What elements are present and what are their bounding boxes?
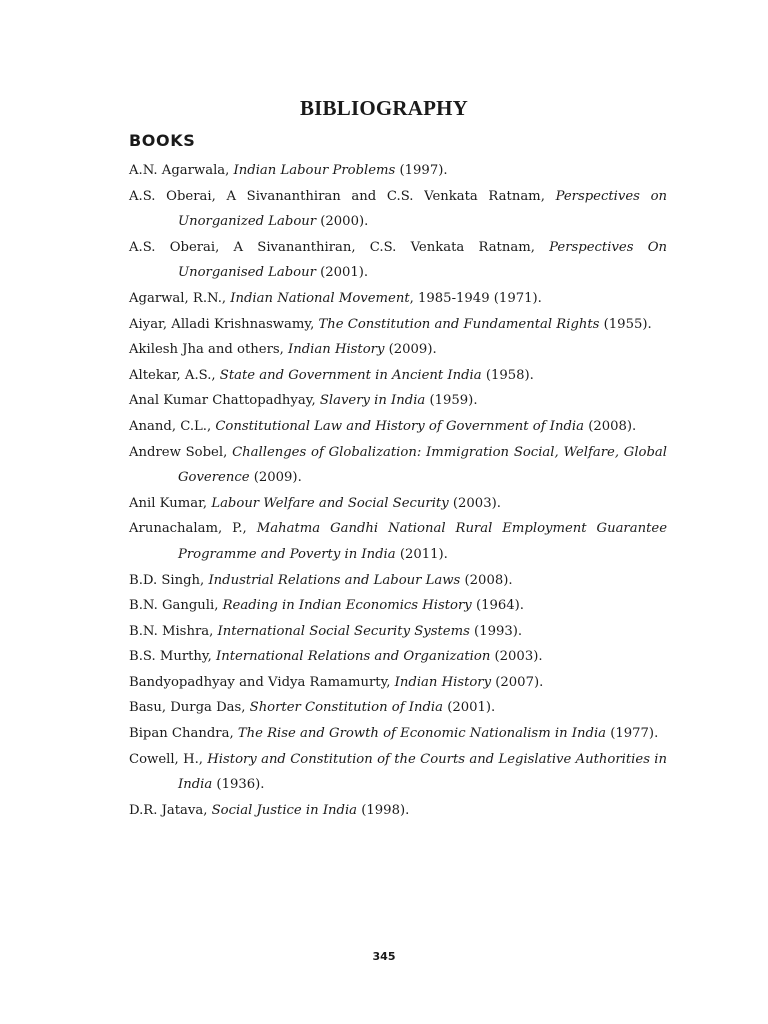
entry-author: Akilesh Jha and others,: [129, 342, 289, 358]
bibliography-entry: [129, 670, 667, 696]
bibliography-entry: [129, 440, 667, 491]
entry-author: Bipan Chandra,: [129, 726, 238, 742]
entry-details: (1977).: [606, 726, 659, 742]
page-title: BIBLIOGRAPHY: [299, 96, 469, 120]
entry-author: Arunachalam, P.,: [129, 521, 257, 537]
bibliography-entry: [129, 619, 667, 645]
bibliography-entry: [129, 593, 667, 619]
entry-title: Constitutional Law and History of Government of India: [215, 418, 584, 434]
entry-author: Anand, C.L.,: [129, 418, 216, 434]
entry-details: (1997).: [395, 163, 448, 178]
bibliography-entry: [129, 235, 667, 286]
entry-author: Aiyar, Alladi Krishnaswamy,: [129, 316, 319, 332]
bibliography-entry: [129, 695, 667, 721]
entry-details: (2001).: [315, 265, 369, 281]
entry-title: Social Justice in India: [211, 802, 358, 818]
entry-details: (1964).: [471, 598, 524, 614]
bibliography-entry: [129, 388, 667, 414]
entry-author: Agarwal, R.N.,: [129, 290, 231, 306]
entry-author: Basu, Durga Das,: [129, 700, 250, 716]
entry-title: State and Government in Ancient India: [219, 367, 482, 383]
bibliography-entry: [129, 337, 667, 363]
entry-author: Andrew Sobel,: [129, 444, 233, 460]
entry-title: Challenges of Globalization: Immigration Social, Welfare, Global Goverence: [178, 444, 668, 486]
entry-details: (2011).: [395, 546, 448, 562]
section-heading-books: BOOKS: [129, 131, 196, 150]
entry-title: The Rise and Growth of Economic Nationalism in India: [237, 726, 607, 742]
entry-title: Perspectives On Unorganised Labour: [178, 239, 667, 281]
entry-author: Altekar, A.S.,: [129, 367, 220, 383]
entry-author: D.R. Jatava,: [129, 802, 212, 818]
entry-details: (2008).: [460, 572, 513, 588]
entry-author: A.S. Oberai, A Sivananthiran, C.S. Venkata Ratnam,: [129, 239, 550, 255]
entry-title: Indian National Movement: [230, 290, 410, 306]
entry-author: A.S. Oberai, A Sivananthiran and C.S. Venkata Ratnam,: [129, 188, 556, 204]
bibliography-entry: [129, 644, 667, 670]
bibliography-entry: [129, 184, 667, 235]
entry-title: Indian History: [394, 674, 492, 690]
bibliography-entry: [129, 747, 667, 798]
entry-title: Perspectives on Unorganized Labour: [178, 188, 667, 230]
entry-title: Shorter Constitution of India: [249, 700, 444, 716]
entry-details: (2009).: [384, 342, 437, 358]
entry-details: (1958).: [481, 367, 534, 383]
entry-details: , 1985-1949 (1971).: [409, 290, 542, 306]
entry-details: (1959).: [425, 393, 478, 409]
entry-title: History and Constitution of the Courts and Legislative Authorities in India: [178, 751, 667, 793]
bibliography-entry: [129, 286, 667, 312]
entry-details: (1955).: [599, 316, 652, 332]
bibliography-entry: [129, 158, 667, 184]
entry-title: Slavery in India: [319, 393, 426, 409]
bibliography-entry: [129, 516, 667, 567]
entry-details: (1998).: [357, 802, 410, 818]
bibliography-entry: [129, 363, 667, 389]
bibliography-list: [129, 158, 667, 823]
entry-author: B.D. Singh,: [129, 572, 209, 588]
entry-title: Industrial Relations and Labour Laws: [208, 572, 461, 588]
entry-author: Anil Kumar,: [129, 495, 212, 511]
entry-details: (2008).: [584, 418, 637, 434]
bibliography-entry: [129, 798, 667, 824]
entry-details: (1936).: [212, 777, 265, 793]
bibliography-entry: [129, 491, 667, 517]
entry-title: Reading in Indian Economics History: [222, 598, 472, 614]
entry-title: Mahatma Gandhi National Rural Employment Guarantee Programme and Poverty in India: [178, 521, 667, 562]
bibliography-entry: [129, 721, 667, 747]
entry-author: B.S. Murthy,: [129, 649, 217, 665]
entry-details: (1993).: [469, 623, 523, 639]
entry-details: (2007).: [491, 674, 544, 690]
entry-title: Indian History: [288, 342, 385, 358]
entry-author: B.N. Mishra,: [129, 623, 218, 639]
entry-details: (2009).: [249, 470, 302, 486]
entry-author: Cowell, H.,: [129, 751, 208, 767]
entry-title: Labour Welfare and Social Security: [211, 495, 449, 511]
entry-details: (2000).: [316, 214, 369, 230]
entry-details: (2003).: [490, 649, 543, 665]
entry-title: International Social Security Systems: [217, 623, 470, 639]
entry-author: A.N. Agarwala,: [129, 163, 234, 178]
bibliography-entry: [129, 414, 667, 440]
bibliography-entry: [129, 568, 667, 594]
entry-title: The Constitution and Fundamental Rights: [318, 316, 600, 332]
page-number: 345: [372, 950, 396, 963]
entry-title: Indian Labour Problems: [233, 163, 396, 178]
entry-author: Anal Kumar Chattopadhyay,: [129, 393, 320, 409]
entry-author: Bandyopadhyay and Vidya Ramamurty,: [129, 674, 395, 690]
entry-details: (2001).: [443, 700, 496, 716]
entry-author: B.N. Ganguli,: [129, 598, 223, 614]
bibliography-entry: [129, 312, 667, 338]
entry-title: International Relations and Organization: [216, 649, 491, 665]
entry-details: (2003).: [448, 495, 501, 511]
